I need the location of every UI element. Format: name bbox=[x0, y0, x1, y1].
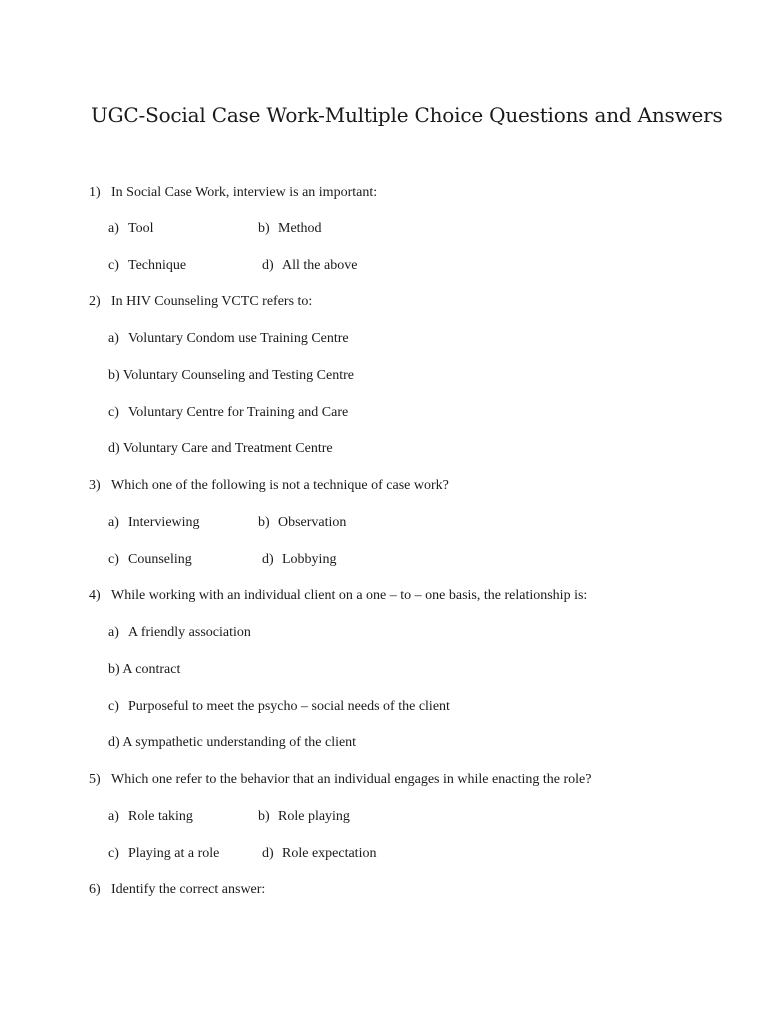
question-2 bbox=[89, 293, 312, 311]
question-2-option-a bbox=[108, 330, 349, 348]
option-letter: b) bbox=[258, 221, 270, 236]
question-5-option-b bbox=[258, 808, 350, 826]
option-text: A friendly association bbox=[128, 625, 251, 640]
question-number: 6) bbox=[89, 882, 101, 897]
question-text: Identify the correct answer: bbox=[111, 882, 266, 897]
question-3-option-a bbox=[108, 514, 200, 532]
option-text: Role taking bbox=[128, 809, 193, 824]
page-title: UGC-Social Case Work-Multiple Choice Questions and Answers bbox=[91, 103, 723, 127]
option-text: A contract bbox=[122, 662, 181, 677]
option-letter: a) bbox=[108, 515, 119, 530]
question-text: Which one refer to the behavior that an individual engages in while enacting the role? bbox=[111, 772, 592, 787]
question-5-option-a bbox=[108, 808, 193, 826]
option-text: Interviewing bbox=[128, 515, 200, 530]
question-number: 1) bbox=[89, 185, 101, 200]
option-letter: a) bbox=[108, 809, 119, 824]
option-text: Playing at a role bbox=[128, 846, 220, 861]
question-2-option-d bbox=[108, 440, 333, 458]
option-text: Counseling bbox=[128, 552, 192, 567]
question-text: In HIV Counseling VCTC refers to: bbox=[111, 294, 313, 309]
option-letter: d) bbox=[262, 552, 274, 567]
question-number: 5) bbox=[89, 772, 101, 787]
question-1-option-a bbox=[108, 220, 153, 238]
question-3-option-d bbox=[262, 551, 336, 569]
option-letter: c) bbox=[108, 405, 119, 420]
question-2-option-c bbox=[108, 404, 348, 422]
question-3 bbox=[89, 477, 449, 495]
question-1-option-d bbox=[262, 257, 357, 275]
option-letter: c) bbox=[108, 552, 119, 567]
option-letter: c) bbox=[108, 258, 119, 273]
option-letter: a) bbox=[108, 221, 119, 236]
option-letter: d) bbox=[108, 441, 120, 456]
question-5-option-d bbox=[262, 845, 376, 863]
option-letter: c) bbox=[108, 699, 119, 714]
question-4-option-b bbox=[108, 661, 180, 679]
option-text: Voluntary Condom use Training Centre bbox=[128, 331, 349, 346]
option-letter: b) bbox=[258, 809, 270, 824]
option-text: Technique bbox=[128, 258, 187, 273]
question-text: While working with an individual client on a one – to – one basis, the relationship is: bbox=[111, 588, 588, 603]
question-5 bbox=[89, 771, 591, 789]
option-text: Observation bbox=[278, 515, 347, 530]
option-letter: a) bbox=[108, 331, 119, 346]
option-letter: d) bbox=[262, 258, 274, 273]
question-text: In Social Case Work, interview is an important: bbox=[111, 185, 378, 200]
question-4-option-c bbox=[108, 698, 450, 716]
option-text: Voluntary Centre for Training and Care bbox=[128, 405, 349, 420]
option-letter: c) bbox=[108, 846, 119, 861]
option-text: Voluntary Care and Treatment Centre bbox=[122, 441, 333, 456]
option-text: Role playing bbox=[278, 809, 350, 824]
option-text: All the above bbox=[282, 258, 358, 273]
option-letter: b) bbox=[258, 515, 270, 530]
option-letter: d) bbox=[262, 846, 274, 861]
question-1 bbox=[89, 184, 377, 202]
option-text: Method bbox=[278, 221, 322, 236]
option-text: Tool bbox=[128, 221, 154, 236]
question-number: 3) bbox=[89, 478, 101, 493]
option-text: A sympathetic understanding of the client bbox=[122, 735, 357, 750]
option-text: Purposeful to meet the psycho – social needs of the client bbox=[128, 699, 450, 714]
option-letter: b) bbox=[108, 662, 120, 677]
question-4-option-a bbox=[108, 624, 251, 642]
question-1-option-b bbox=[258, 220, 322, 238]
question-number: 4) bbox=[89, 588, 101, 603]
question-4-option-d bbox=[108, 734, 356, 752]
option-letter: d) bbox=[108, 735, 120, 750]
option-text: Lobbying bbox=[282, 552, 337, 567]
question-1-option-c bbox=[108, 257, 186, 275]
question-number: 2) bbox=[89, 294, 101, 309]
option-text: Role expectation bbox=[282, 846, 377, 861]
option-text: Voluntary Counseling and Testing Centre bbox=[122, 368, 354, 383]
question-3-option-c bbox=[108, 551, 192, 569]
question-4 bbox=[89, 587, 587, 605]
option-letter: b) bbox=[108, 368, 120, 383]
question-2-option-b bbox=[108, 367, 354, 385]
question-3-option-b bbox=[258, 514, 346, 532]
question-5-option-c bbox=[108, 845, 219, 863]
question-6 bbox=[89, 881, 265, 899]
question-text: Which one of the following is not a technique of case work? bbox=[111, 478, 449, 493]
option-letter: a) bbox=[108, 625, 119, 640]
